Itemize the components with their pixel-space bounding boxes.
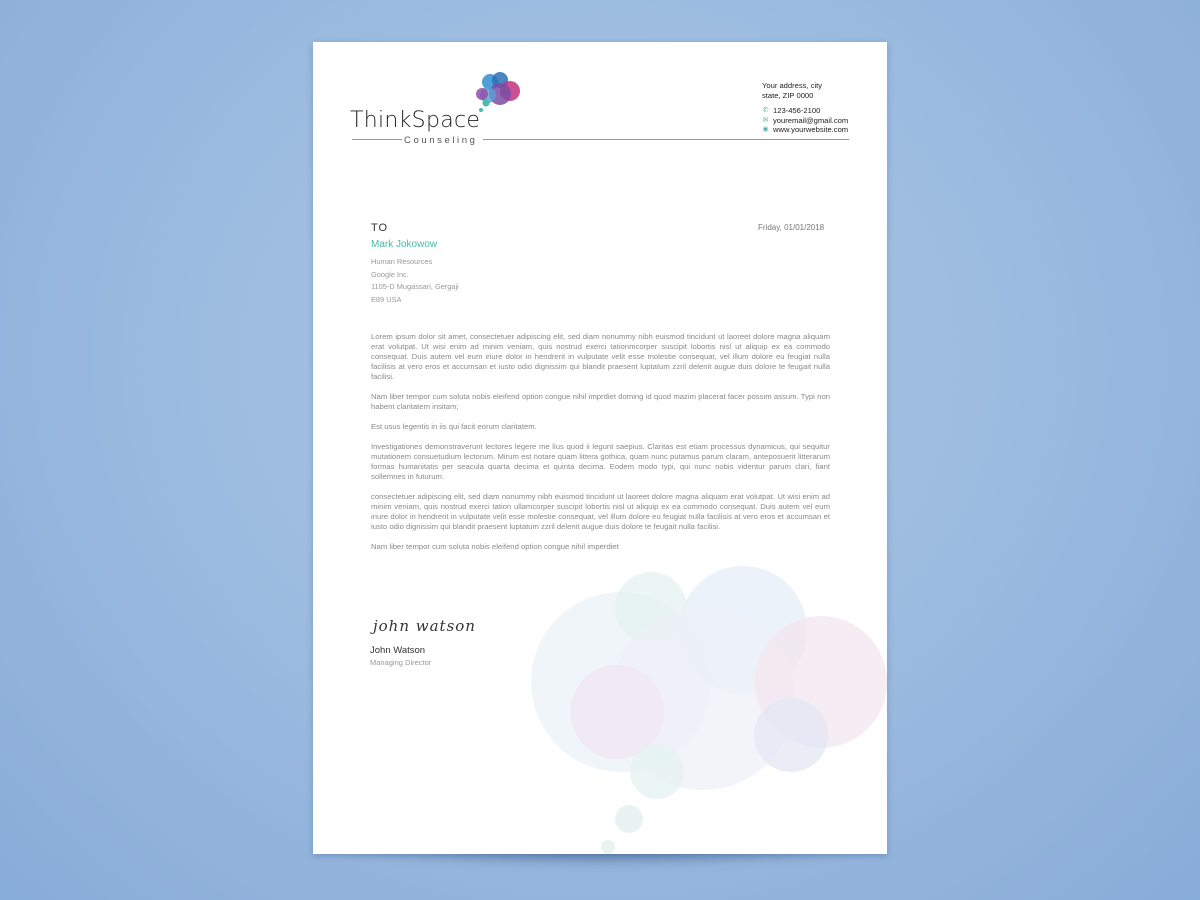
phone-icon: ✆ xyxy=(762,107,769,114)
letter-date: Friday, 01/01/2018 xyxy=(758,223,825,232)
address-line: Your address, city xyxy=(762,81,823,90)
header-rule xyxy=(352,139,402,140)
company-logo xyxy=(350,70,550,150)
address-line: state, ZIP 0000 xyxy=(762,90,814,100)
letter-body xyxy=(371,332,830,562)
contact-email xyxy=(762,116,848,126)
to-label: TO xyxy=(371,222,389,234)
website-text: www.yourwebsite.com xyxy=(773,125,849,134)
recipient-line: Google Inc. xyxy=(371,269,409,279)
recipient-line: 1105-D Mugassari, Gergaji xyxy=(371,282,459,292)
brand-name: ThinkSpace xyxy=(350,108,481,133)
signer-name: John Watson xyxy=(370,645,426,656)
globe-icon: ◉ xyxy=(762,126,769,133)
header-rule xyxy=(483,139,849,140)
recipient-address xyxy=(371,256,459,306)
email-text: youremail@gmail.com xyxy=(773,115,849,125)
body-paragraph: consectetuer adipiscing elit, sed diam nonummy nibh euismod tincidunt ut laoreet dolore magna aliquam erat volutpat. Ut wisi enim ad minim veniam, quis nostrud exerci tation ullamcorper suscipit lobortis nisl ut aliquip ex ea commodo consequat. Duis autem vel eum iriure dolor in hendrerit in vulputate velit esse molestie consequat, vel illum dolore eu feugiat nulla facilisis at vero eros et accumsan et iusto odio dignissim qui blandit praesent luptatum zzril delenit augue duis dolore te feugait nulla facilisi. xyxy=(371,492,830,531)
body-paragraph: Lorem ipsum dolor sit amet, consectetuer adipiscing elit, sed diam nonummy nibh euismod tincidunt ut laoreet dolore magna aliquam erat volutpat. Ut wisi enim ad minim veniam, quis nostrud exerci tationmcorper suscipit lobortis nisl ut aliquip ex ea commodo consequat. Duis autem vel eum iriure dolor in hendrerit in vulputate velit esse molestie consequat, vel illum dolore eu feugiat nulla facilisis at vero eros et accumsan et iusto odio dignissim qui blandit praesent luptatum zzril delenit augue duis dolore te feugait nulla facilisi. xyxy=(371,332,830,381)
phone-text: 123-456-2100 xyxy=(773,106,821,115)
contact-block xyxy=(762,81,848,135)
body-paragraph: Nam liber tempor cum soluta nobis eleifend option congue nihil imperdiet xyxy=(371,542,619,551)
contact-website xyxy=(762,125,848,135)
handwritten-signature: john watson xyxy=(373,617,476,635)
recipient-line: Human Resources xyxy=(371,257,433,266)
contact-phone xyxy=(762,106,848,116)
letterhead-page xyxy=(313,42,887,854)
address xyxy=(762,81,848,100)
email-icon: ✉ xyxy=(762,116,769,124)
body-paragraph: Nam liber tempor cum soluta nobis eleifend option congue nihil imprdiet doming id quod mazim placerat facer possim assum. Typi non habent claritatem insitam; xyxy=(371,392,830,411)
brand-subtitle: Counseling xyxy=(404,135,478,146)
signer-title: Managing Director xyxy=(370,658,432,667)
recipient-line: E89 USA xyxy=(371,294,402,304)
body-paragraph: Est usus legentis in iis qui facit eorum claritatem. xyxy=(371,422,537,431)
recipient-name: Mark Jokowow xyxy=(371,239,438,250)
body-paragraph: Investigationes demonstraverunt lectores legere me lius quod ii legunt saepius. Claritas est etiam processus dynamicus, qui sequitur mutationem consuetudium lectorum. Mirum est notare quam littera gothica, quam nunc putamus parum claram, anteposuerit litterarum formas humanitatis per seacula quarta decima et quinta decima. Eodem modo typi, qui nunc nobis videntur parum clari, fiant sollemnes in futurum. xyxy=(371,442,830,481)
